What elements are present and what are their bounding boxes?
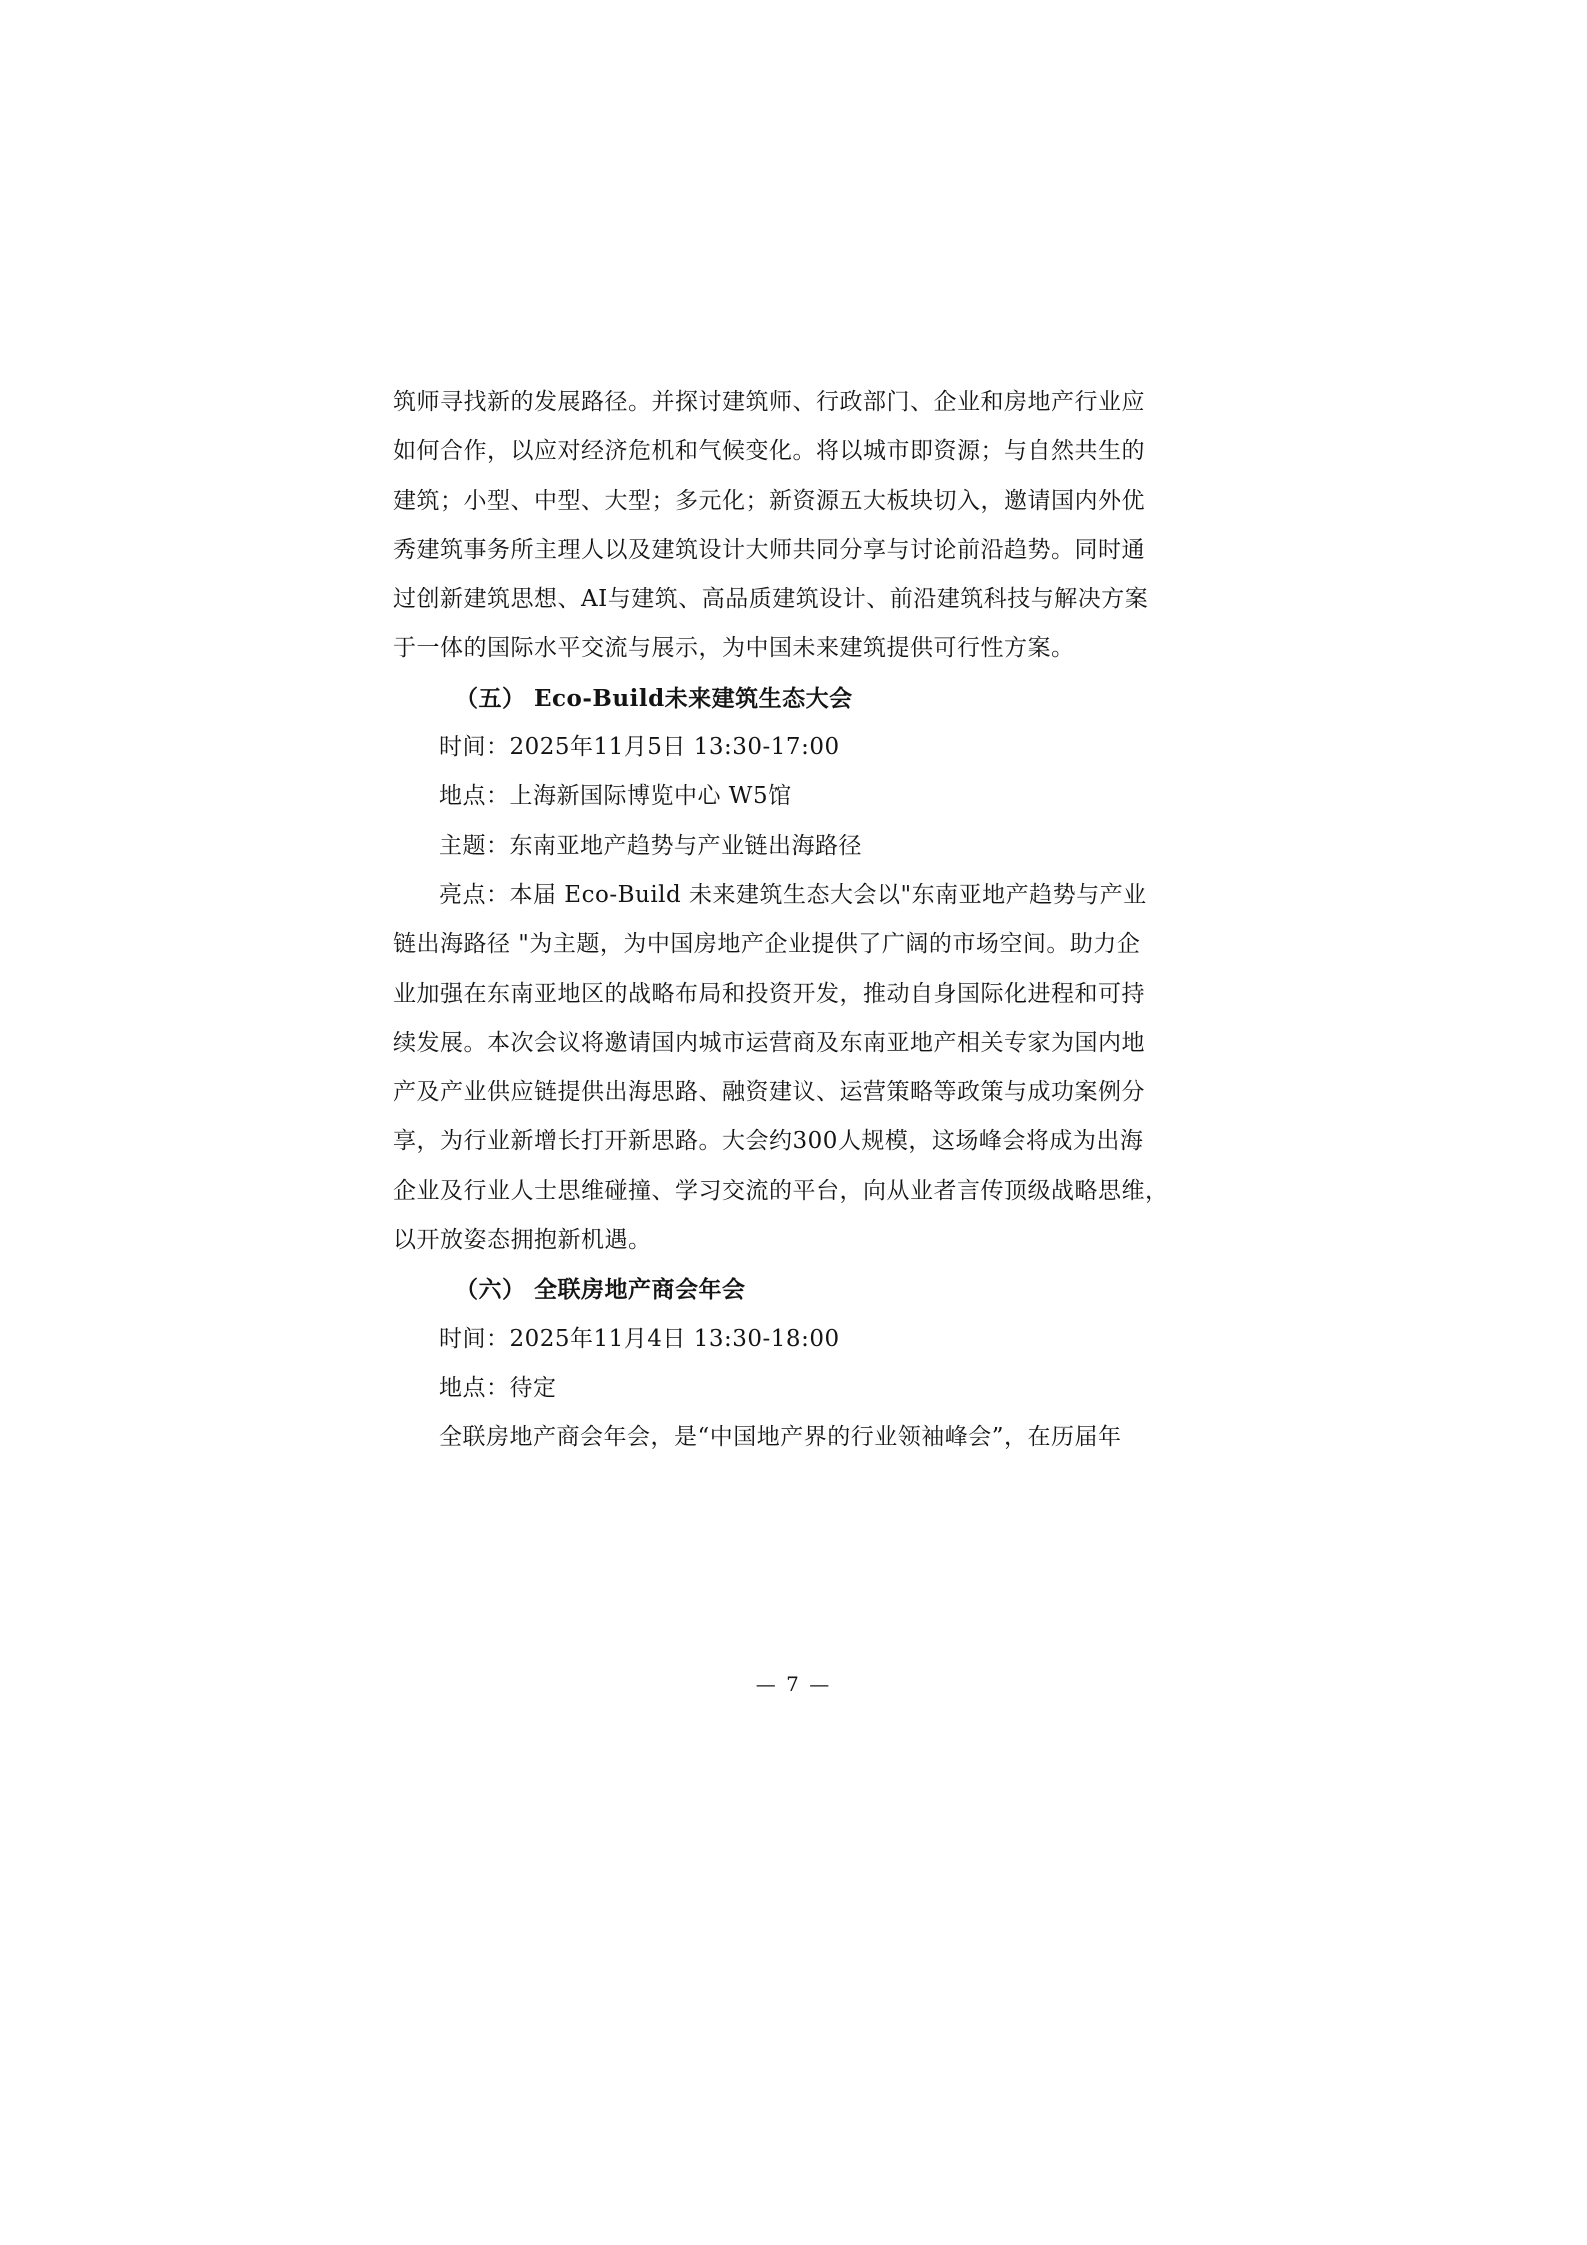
section-5-highlight-line: 享，为行业新增长打开新思路。大会约300人规模，这场峰会将成为出海: [393, 1128, 1144, 1155]
section-5-highlight-line: 业加强在东南亚地区的战略布局和投资开发，推动自身国际化进程和可持: [393, 980, 1145, 1007]
section-heading-6: （六） 全联房地产商会年会: [455, 1276, 746, 1304]
section-5-theme: 主题：东南亚地产趋势与产业链出海路径: [439, 832, 862, 859]
body-text: [393, 378, 1193, 1463]
paragraph-line: 如何合作，以应对经济危机和气候变化。将以城市即资源；与自然共生的: [393, 438, 1145, 465]
page-number: — 7 —: [755, 1672, 832, 1696]
section-5-time: 时间：2025年11月5日 13:30-17:00: [439, 734, 840, 761]
section-6-time: 时间：2025年11月4日 13:30-18:00: [439, 1325, 840, 1352]
section-5-highlight-line: 亮点：本届 Eco-Build 未来建筑生态大会以"东南亚地产趋势与产业: [439, 881, 1147, 908]
section-5-highlight-line: 链出海路径 "为主题，为中国房地产企业提供了广阔的市场空间。助力企: [393, 931, 1141, 958]
section-5-highlight-line: 产及产业供应链提供出海思路、融资建议、运营策略等政策与成功案例分: [393, 1079, 1145, 1106]
paragraph-line: 筑师寻找新的发展路径。并探讨建筑师、行政部门、企业和房地产行业应: [393, 389, 1145, 415]
section-heading-5: （五） Eco-Build未来建筑生态大会: [455, 684, 853, 712]
section-6-intro: 全联房地产商会年会，是“中国地产界的行业领袖峰会”，在历届年: [439, 1424, 1122, 1451]
section-6-place: 地点：待定: [439, 1374, 557, 1401]
paragraph-line: 过创新建筑思想、AI与建筑、高品质建筑设计、前沿建筑科技与解决方案: [393, 586, 1149, 613]
paragraph-line: 于一体的国际水平交流与展示，为中国未来建筑提供可行性方案。: [393, 635, 1075, 662]
paragraph-line: 秀建筑事务所主理人以及建筑设计大师共同分享与讨论前沿趋势。同时通: [393, 536, 1145, 563]
section-5-highlight-line: 续发展。本次会议将邀请国内城市运营商及东南亚地产相关专家为国内地: [393, 1029, 1145, 1056]
paragraph-line: 建筑；小型、中型、大型；多元化；新资源五大板块切入，邀请国内外优: [393, 487, 1145, 514]
section-5-highlight-line: 以开放姿态拥抱新机遇。: [393, 1227, 652, 1254]
section-5-place: 地点：上海新国际博览中心 W5馆: [439, 783, 792, 810]
section-5-highlight-line: 企业及行业人士思维碰撞、学习交流的平台，向从业者言传顶级战略思维，: [393, 1177, 1169, 1204]
